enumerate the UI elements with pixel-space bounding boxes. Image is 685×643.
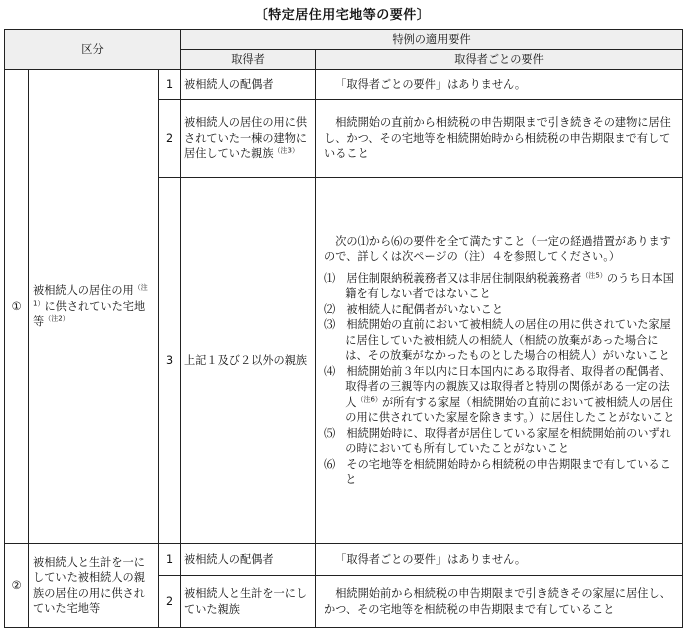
requirement-item-text: 被相続人に配偶者がいないこと (346, 302, 504, 316)
requirements-table (4, 29, 683, 628)
requirement-cell: 「取得者ごとの要件」はありません。 (316, 70, 683, 100)
note-marker: （注5） (581, 270, 607, 279)
requirement-item (324, 364, 676, 426)
requirement-cell: 相続開始前から相続税の申告期限まで引き続きその家屋に居住し、かつ、その宅地等を相続税の申告期限まで有していること (316, 576, 683, 628)
acquirer-cell: 被相続人の配偶者 (181, 544, 316, 576)
page-title: 〔特定居住用宅地等の要件〕 (254, 8, 431, 23)
note-marker: （注2） (44, 314, 70, 323)
section-number: ① (5, 70, 29, 544)
requirement-item-text: のうち日本国籍を有しない者ではないこと (345, 271, 674, 300)
note-marker: （注6） (356, 394, 382, 403)
requirement-item-mark: ⑹ (324, 457, 347, 471)
requirement-item (324, 271, 676, 302)
section-label: 被相続人と生計を一にしていた被相続人の親族の居住の用に供されていた宅地等 (29, 544, 159, 628)
requirement-item-mark: ⑴ (324, 271, 347, 285)
requirement-item-mark: ⑸ (324, 426, 347, 440)
requirement-item-mark: ⑶ (324, 318, 347, 331)
requirement-cell: 「取得者ごとの要件」はありません。 (316, 544, 683, 576)
requirement-item (324, 426, 676, 457)
section-label-text: に供されていた宅地等 (33, 299, 146, 329)
row-number: 1 (159, 544, 181, 576)
requirement-item-mark: ⑵ (324, 302, 347, 316)
requirement-item-text: 相続開始前３年以内に日本国内にある取得者、取得者の配偶者、取得者の三親等内の親族又は取得者と特別の関係がある一定の法人 (345, 364, 671, 409)
requirement-item (324, 457, 676, 488)
section-number: ② (5, 544, 29, 628)
requirement-item-text: 相続開始時に、取得者が居住している家屋を相続開始前のいずれの時においても所有していたことがないこと (345, 426, 671, 455)
requirement-intro: 次の⑴から⑹の要件を全て満たすこと（一定の経過措置がありますので、詳しくは次ページの（注）４を参照してください。） (324, 234, 671, 263)
note-marker: （注1） (33, 283, 148, 308)
requirement-item-text: 居住制限納税義務者又は非居住制限納税義務者 (346, 271, 582, 285)
table-row (5, 70, 683, 100)
requirement-cell: 相続開始の直前から相続税の申告期限まで引き続きその建物に居住し、かつ、その宅地等を相続開始時から相続税の申告期限まで有していること (316, 100, 683, 178)
acquirer-cell (181, 100, 316, 178)
requirement-item (324, 302, 676, 318)
row-number: 2 (159, 576, 181, 628)
section-label-text: 被相続人の居住の用 (33, 284, 134, 298)
section-label (29, 70, 159, 544)
requirement-item (324, 317, 676, 364)
acquirer-text: 被相続人の居住の用に供されていた一棟の建物に居住していた親族 (184, 116, 308, 161)
acquirer-cell: 被相続人の配偶者 (181, 70, 316, 100)
note-marker: （注3） (273, 146, 299, 155)
header-per-acquirer-requirements: 取得者ごとの要件 (316, 50, 683, 70)
row-number: 3 (159, 178, 181, 544)
row-number: 1 (159, 70, 181, 100)
header-special-requirements: 特例の適用要件 (181, 30, 683, 50)
requirement-cell (316, 178, 683, 544)
requirement-item-text: 相続開始の直前において被相続人の居住の用に供されていた家屋に居住していた被相続人の相続人（相続の放棄があった場合には、その放棄がなかったものとした場合の相続人）がいないこと (345, 318, 671, 362)
row-number: 2 (159, 100, 181, 178)
acquirer-cell: 上記１及び２以外の親族 (181, 178, 316, 544)
requirement-item-text: その宅地等を相続開始時から相続税の申告期限まで有していること (345, 457, 671, 486)
header-category: 区分 (5, 30, 181, 70)
requirement-item-text: が所有する家屋（相続開始の直前において被相続人の居住の用に供されていた家屋を除きます。）に居住したことがないこと (345, 395, 675, 424)
requirement-list (324, 271, 676, 488)
header-acquirer: 取得者 (181, 50, 316, 70)
table-row (5, 544, 683, 576)
requirement-item-mark: ⑷ (324, 364, 347, 378)
acquirer-cell: 被相続人と生計を一にしていた親族 (181, 576, 316, 628)
